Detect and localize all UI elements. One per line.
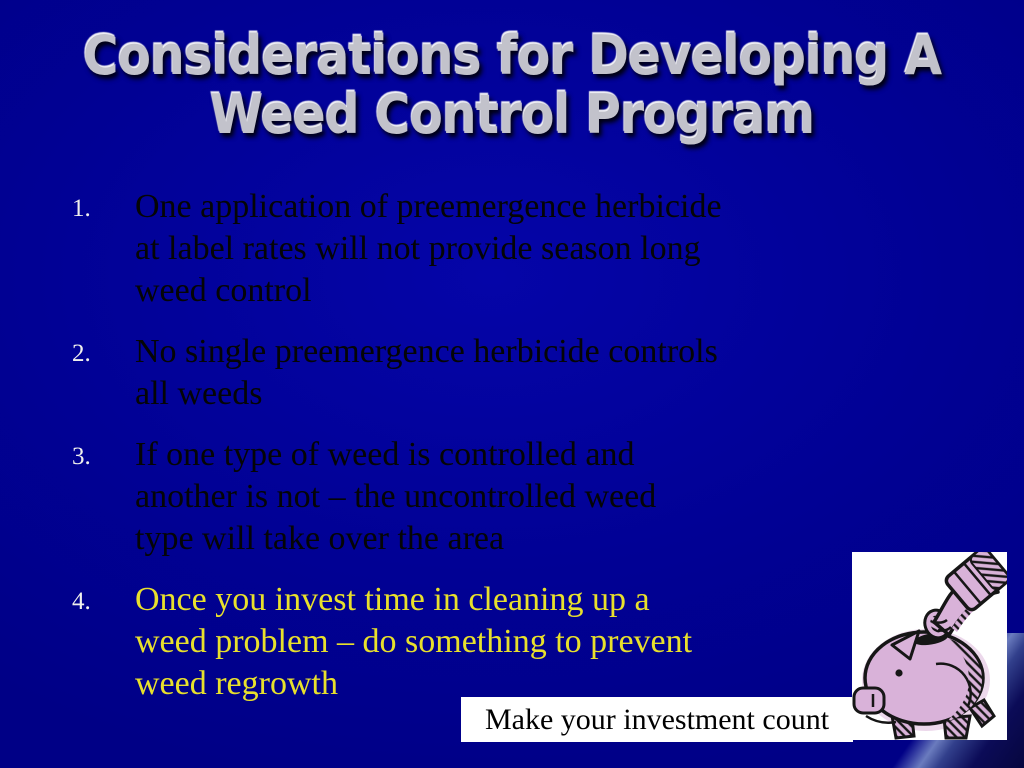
list-item-line: type will take over the area [135, 520, 505, 557]
slide-title [0, 26, 1024, 144]
title-line-2: Weed Control Program [209, 83, 815, 146]
list-item [72, 186, 722, 312]
list-item-number: 1. [72, 195, 91, 222]
list-item-line: weed control [135, 272, 312, 309]
list-item-text [135, 579, 692, 705]
list-item-line: No single preemergence herbicide controls [135, 333, 718, 370]
considerations-list [72, 186, 722, 724]
list-item-text [135, 186, 722, 312]
list-item-line: Once you invest time in cleaning up a [135, 581, 650, 618]
list-item-line: another is not – the uncontrolled weed [135, 478, 657, 515]
list-item-line: weed problem – do something to prevent [135, 623, 693, 660]
investment-caption [461, 697, 853, 742]
list-item [72, 579, 722, 705]
list-item-text [135, 331, 718, 415]
list-item-number: 4. [72, 588, 91, 615]
list-item-line: If one type of weed is controlled and [135, 436, 635, 473]
list-item [72, 331, 722, 415]
list-item-line: at label rates will not provide season long [135, 230, 701, 267]
list-item-line: One application of preemergence herbicide [135, 188, 722, 225]
list-item-number: 2. [72, 340, 91, 367]
list-item-line: all weeds [135, 375, 263, 412]
piggy-bank-graphic [852, 552, 1007, 740]
investment-caption-text: Make your investment count [484, 702, 830, 736]
list-item [72, 434, 722, 560]
piggy-bank-image [852, 552, 1007, 740]
list-item-line: weed regrowth [135, 665, 338, 702]
list-item-text [135, 434, 656, 560]
list-item-number: 3. [72, 443, 91, 470]
title-line-1: Considerations for Developing A [82, 24, 942, 87]
